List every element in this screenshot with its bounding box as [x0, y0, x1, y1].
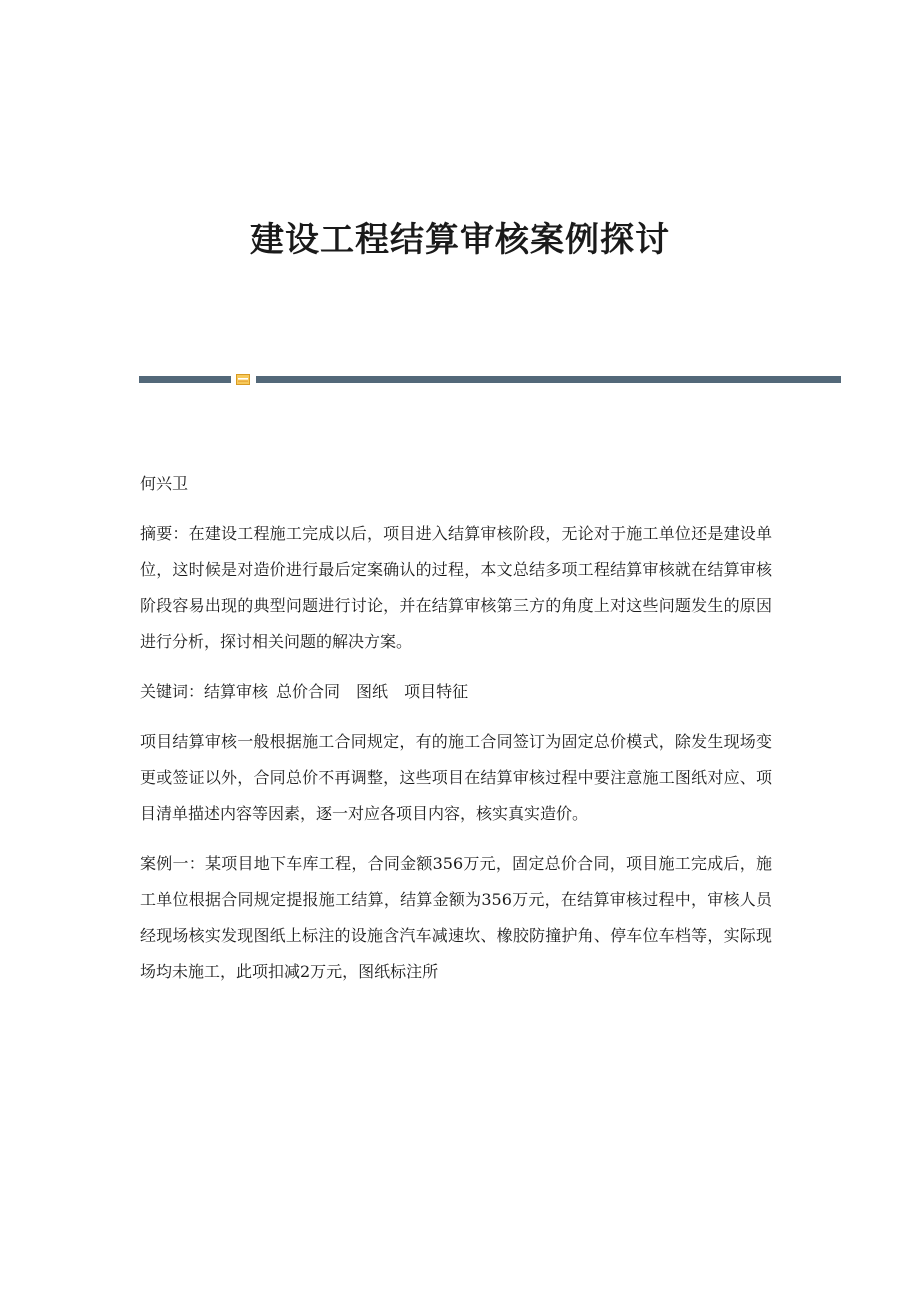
- keyword-item: 结算审核: [204, 682, 269, 701]
- author: 何兴卫: [140, 474, 189, 493]
- keyword-item: 项目特征: [404, 682, 469, 701]
- keywords: [140, 674, 772, 710]
- abstract: 摘要：在建设工程施工完成以后，项目进入结算审核阶段，无论对于施工单位还是建设单位，这时候是对造价进行最后定案确认的过程，本文总结多项工程结算审核就在结算审核阶段容易出现的典型问题进行讨论，并在结算审核第三方的角度上对这些问题发生的原因进行分析，探讨相关问题的解决方案。: [140, 524, 772, 651]
- keyword-item: 总价合同: [276, 682, 341, 701]
- divider-bar-left: [139, 376, 231, 383]
- divider-emblem-icon: [236, 374, 250, 385]
- title-divider: [139, 374, 841, 386]
- body-paragraph: 案例一：某项目地下车库工程，合同金额356万元，固定总价合同，项目施工完成后，施工单位根据合同规定提报施工结算，结算金额为356万元，在结算审核过程中，审核人员经现场核实发现图纸上标注的设施含汽车减速坎、橡胶防撞护角、停车位车档等，实际现场均未施工，此项扣减2万元，图纸标注所: [140, 854, 772, 981]
- keyword-item: 图纸: [356, 682, 389, 701]
- keywords-label: 关键词：: [140, 682, 205, 701]
- document-title: 建设工程结算审核案例探讨: [250, 220, 670, 260]
- body-paragraph: 项目结算审核一般根据施工合同规定，有的施工合同签订为固定总价模式，除发生现场变更或签证以外，合同总价不再调整，这些项目在结算审核过程中要注意施工图纸对应、项目清单描述内容等因素，逐一对应各项目内容，核实真实造价。: [140, 732, 772, 823]
- divider-bar-right: [256, 376, 841, 383]
- document-body: [140, 466, 772, 1004]
